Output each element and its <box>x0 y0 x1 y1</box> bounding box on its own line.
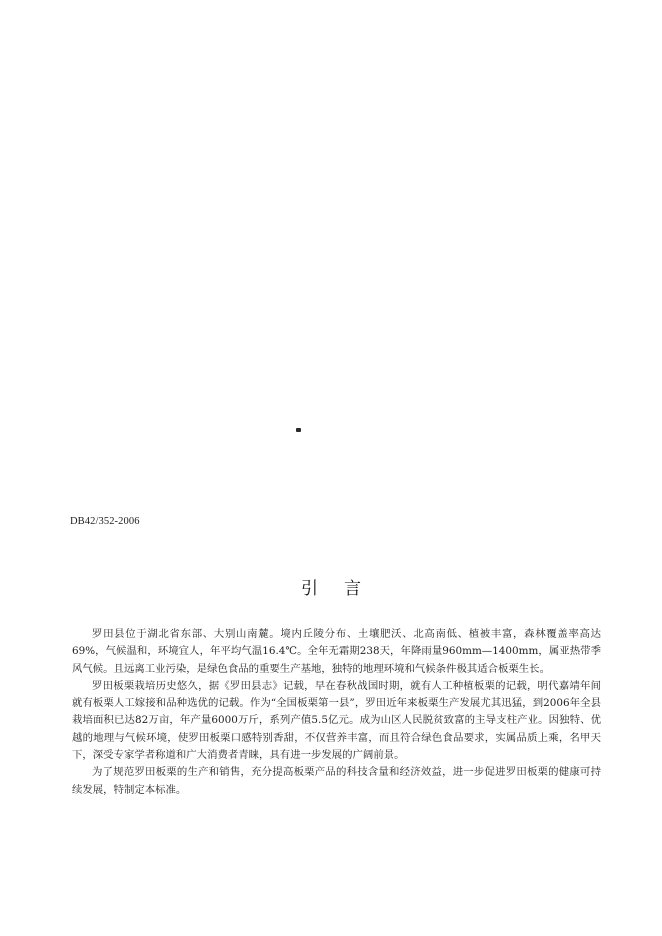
scan-speck <box>296 428 301 432</box>
paragraph: 为了规范罗田板栗的生产和销售，充分提高板栗产品的科技含量和经济效益，进一步促进罗田板栗的健康可持续发展，特制定本标准。 <box>72 766 601 796</box>
paragraph: 罗田板栗栽培历史悠久，据《罗田县志》记载，早在春秋战国时期，就有人工种植板栗的记载，明代嘉靖年间就有板栗人工嫁接和品种选优的记载。作为“全国板栗第一县”，罗田近年来板栗生产发展尤其迅猛，到2006年全县栽培面积已达82万亩，年产量6000万斤，系列产值5.5亿元。成为山区人民脱贫致富的主导支柱产业。因独特、优越的地理与气候环境，使罗田板栗口感特别香甜，不仅营养丰富，而且符合绿色食品要求，实属品质上乘，名甲天下，深受专家学者称道和广大消费者青睐，具有进一步发展的广阔前景。 <box>72 679 601 762</box>
section-title: 引言 <box>301 579 387 599</box>
document-code: DB42/352-2006 <box>70 516 140 527</box>
body-text <box>72 626 601 799</box>
paragraph: 罗田县位于湖北省东部、大别山南麓。境内丘陵分布、土壤肥沃、北高南低、植被丰富，森林覆盖率高达69%，气候温和，环境宜人，年平均气温16.4℃。全年无霜期238天，年降雨量960mm—1400mm，属亚热带季风气候。且远离工业污染，是绿色食品的重要生产基地，独特的地理环境和气候条件极其适合板栗生长。 <box>72 628 601 675</box>
